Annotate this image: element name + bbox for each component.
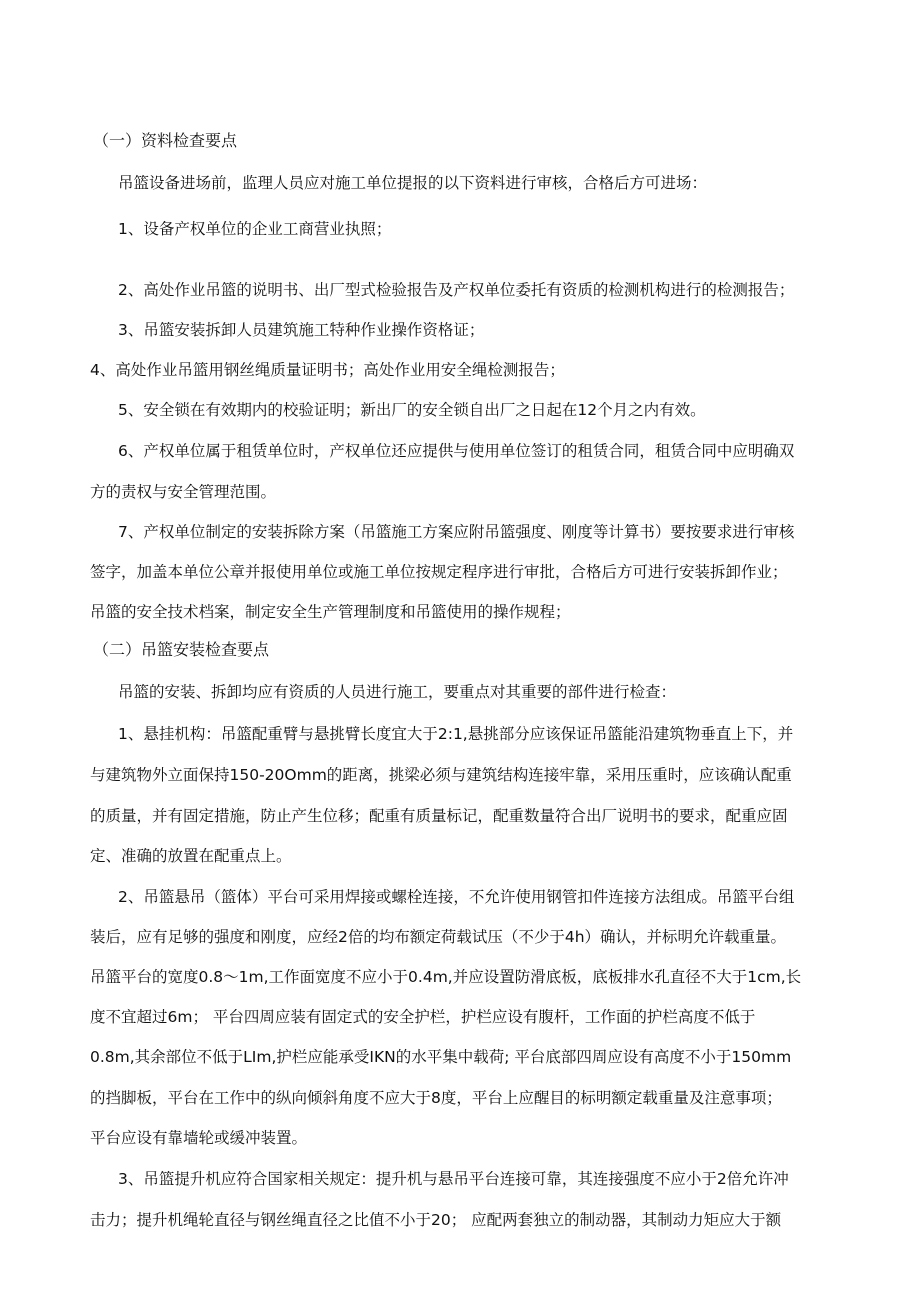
s2-item-1-line-2: 与建筑物外立面保持150-20Omm的距离，挑梁必须与建筑结构连接牢靠，采用压重时，应该确认配重: [90, 766, 792, 784]
s2-item-2-line-5: 0.8m,其余部位不低于LIm,护栏应能承受IKN的水平集中载荷; 平台底部四周应设有高度不小于150mm: [90, 1048, 792, 1066]
s1-item-2-line-1: 2、高处作业吊篮的说明书、出厂型式检验报告及产权单位委托有资质的检测机构进行的检测报告；: [118, 281, 795, 299]
section-1-heading: （一）资料检查要点: [93, 131, 238, 150]
s1-item-4-line-1: 4、高处作业吊篮用钢丝绳质量证明书；高处作业用安全绳检测报告；: [90, 361, 565, 379]
s1-item-1-line-1: 1、设备产权单位的企业工商营业执照；: [118, 220, 392, 238]
s2-item-2-line-7: 平台应设有靠墙轮或缓冲装置。: [90, 1129, 308, 1147]
section-1-intro: 吊篮设备进场前，监理人员应对施工单位提报的以下资料进行审核，合格后方可进场：: [118, 174, 708, 192]
s1-item-6-line-1: 6、产权单位属于租赁单位时，产权单位还应提供与使用单位签订的租赁合同，租赁合同中应明确双: [118, 442, 795, 460]
s2-item-2-line-2: 装后，应有足够的强度和刚度，应经2倍的均布额定荷载试压（不少于4h）确认，并标明允许载重量。: [90, 928, 787, 946]
s2-item-3-line-2: 击力；提升机绳轮直径与钢丝绳直径之比值不小于20； 应配两套独立的制动器，其制动力矩应大于额: [90, 1211, 782, 1229]
s1-item-7-line-1: 7、产权单位制定的安装拆除方案（吊篮施工方案应附吊篮强度、刚度等计算书）要按要求进行审核: [118, 523, 795, 541]
s2-item-2-line-3: 吊篮平台的宽度0.8～1m,工作面宽度不应小于0.4m,并应设置防滑底板，底板排水孔直径不大于1cm,长: [90, 968, 802, 986]
section-2-intro: 吊篮的安装、拆卸均应有资质的人员进行施工，要重点对其重要的部件进行检查：: [118, 683, 677, 701]
s2-item-2-line-6: 的挡脚板，平台在工作中的纵向倾斜角度不应大于8度，平台上应醒目的标明额定载重量及注意事项；: [90, 1089, 782, 1107]
section-2-heading: （二）吊篮安装检查要点: [93, 640, 270, 659]
s1-item-7-line-3: 吊篮的安全技术档案，制定安全生产管理制度和吊篮使用的操作规程；: [90, 603, 571, 621]
s2-item-1-line-3: 的质量，并有固定措施，防止产生位移；配重有质量标记，配重数量符合出厂说明书的要求，配重应固: [90, 807, 788, 825]
s2-item-1-line-4: 定、准确的放置在配重点上。: [90, 847, 292, 865]
s1-item-6-line-2: 方的责权与安全管理范围。: [90, 483, 277, 501]
s1-item-7-line-2: 签字，加盖本单位公章并报使用单位或施工单位按规定程序进行审批，合格后方可进行安装拆卸作业；: [90, 563, 788, 581]
s2-item-2-line-4: 度不宜超过6m； 平台四周应装有固定式的安全护栏，护栏应设有腹杆，工作面的护栏高度不低于: [90, 1008, 756, 1026]
s1-item-3-line-1: 3、吊篮安装拆卸人员建筑施工特种作业操作资格证；: [118, 321, 485, 339]
s2-item-2-line-1: 2、吊篮悬吊（篮体）平台可采用焊接或螺栓连接，不允许使用钢管扣件连接方法组成。吊篮平台组: [118, 888, 795, 906]
s2-item-1-line-1: 1、悬挂机构：吊篮配重臂与悬挑臂长度宜大于2:1,悬挑部分应该保证吊篮能沿建筑物垂直上下，并: [118, 725, 794, 743]
s1-item-5-line-1: 5、安全锁在有效期内的校验证明；新出厂的安全锁自出厂之日起在12个月之内有效。: [118, 401, 706, 419]
s2-item-3-line-1: 3、吊篮提升机应符合国家相关规定：提升机与悬吊平台连接可靠，其连接强度不应小于2倍允许冲: [118, 1170, 789, 1188]
